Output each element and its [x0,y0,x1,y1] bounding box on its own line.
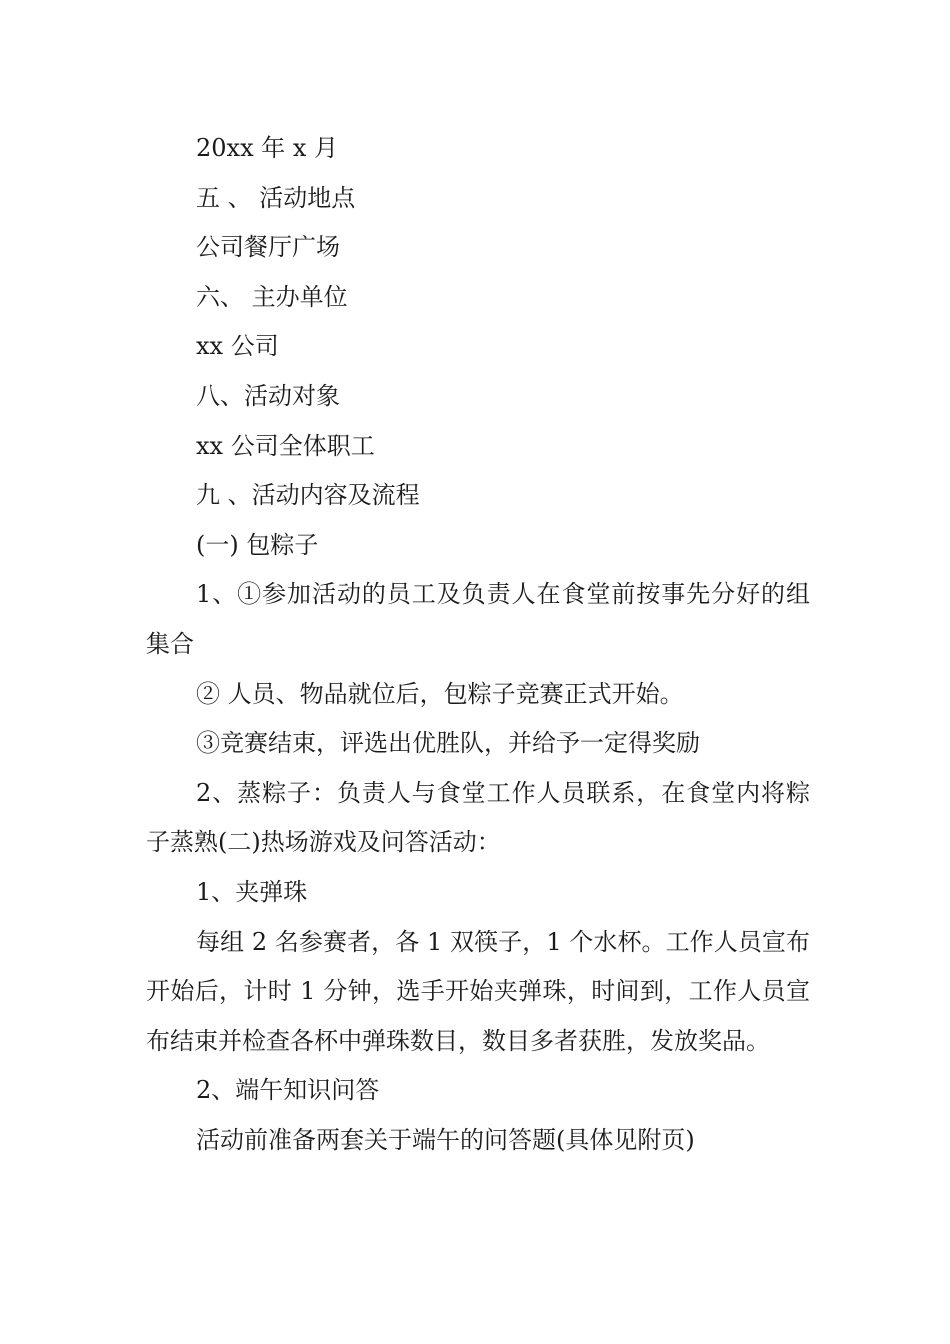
paragraph-date: 20xx 年 x 月 [196,134,339,162]
subheading-zongzi-making: (一) 包粽子 [196,530,319,559]
heading-participants: 八、活动对象 [196,381,340,410]
paragraph-participants: xx 公司全体职工 [196,431,375,460]
heading-activity-content: 九 、活动内容及流程 [196,481,420,510]
subheading-marble-game: 1、夹弹珠 [196,877,308,906]
paragraph-marble-rules: 每组 2 名参赛者，各 1 双筷子，1 个水杯。工作人员宣布开始后，计时 1 分钟，选手开始夹弹珠，时间到，工作人员宣布结束并检查各杯中弹珠数目，数目多者获胜，发放奖品。 [146,927,810,1055]
paragraph-quiz-prep: 活动前准备两套关于端午的问答题(具体见附页) [196,1125,695,1154]
document-body [146,124,810,1165]
paragraph-step-1-gather: 1、①参加活动的员工及负责人在食堂前按事先分好的组集合 [146,580,810,658]
paragraph-steam-zongzi: 2、蒸粽子：负责人与食堂工作人员联系，在食堂内将粽子蒸熟(二)热场游戏及问答活动： [146,778,810,857]
heading-organizer: 六、 主办单位 [196,282,348,311]
paragraph-step-2-start: ② 人员、物品就位后，包粽子竞赛正式开始。 [196,679,684,708]
subheading-quiz: 2、端午知识问答 [196,1076,380,1105]
paragraph-step-3-award: ③竞赛结束，评选出优胜队，并给予一定得奖励 [196,729,700,758]
heading-activity-location: 五 、 活动地点 [196,183,356,212]
paragraph-location: 公司餐厅广场 [196,233,340,262]
paragraph-organizer: xx 公司 [196,332,279,361]
